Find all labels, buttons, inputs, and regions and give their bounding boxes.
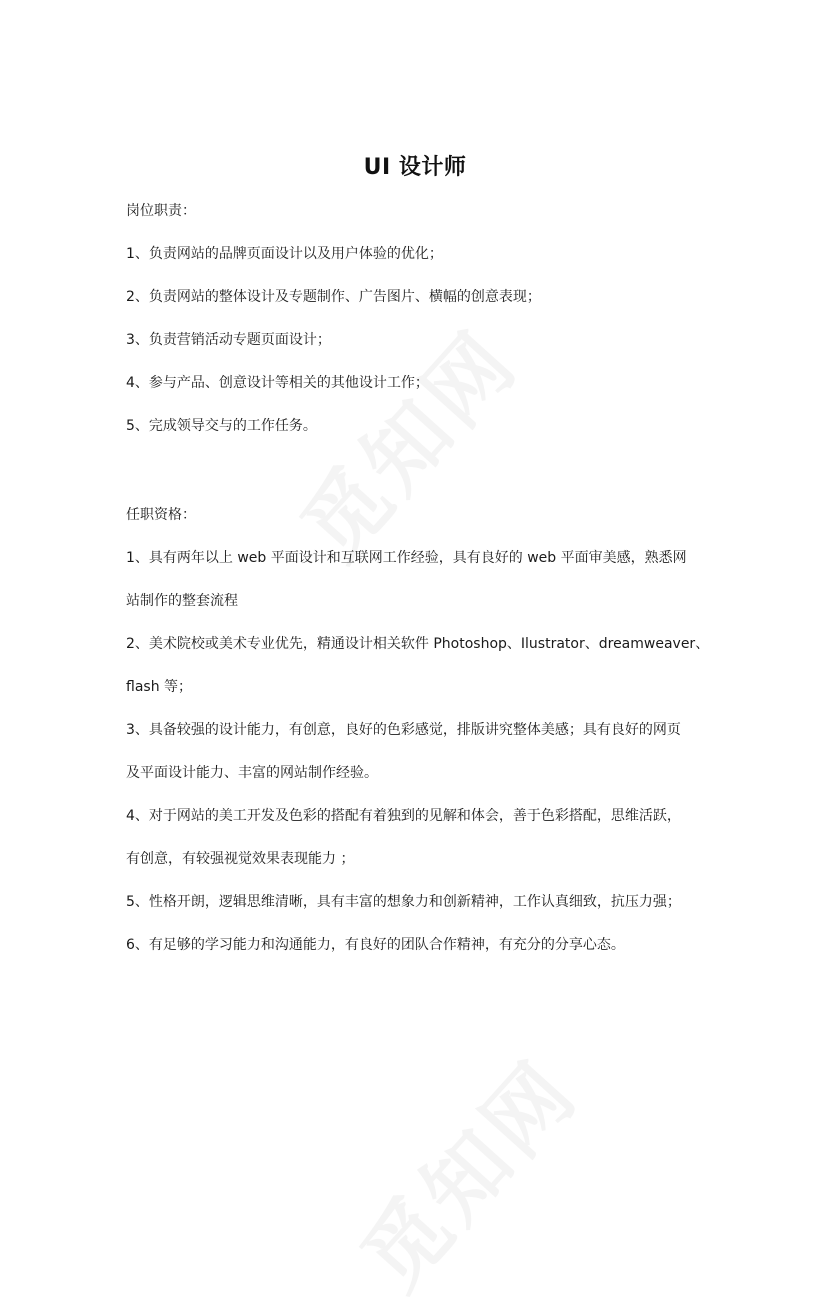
qualification-line: 有创意，有较强视觉效果表现能力 ；: [126, 851, 355, 867]
page-title: UI 设计师: [363, 155, 467, 180]
qualifications-heading: 任职资格：: [126, 507, 196, 523]
responsibility-item: 2、负责网站的整体设计及专题制作、广告图片、横幅的创意表现；: [126, 289, 541, 305]
qualification-line: 1、具有两年以上 web 平面设计和互联网工作经验，具有良好的 web 平面审美感，熟悉网: [126, 550, 687, 566]
watermark: [330, 1030, 601, 1311]
responsibility-item: 4、参与产品、创意设计等相关的其他设计工作；: [126, 375, 429, 391]
responsibilities-heading: 岗位职责：: [126, 203, 196, 219]
responsibility-item: 5、完成领导交与的工作任务。: [126, 418, 317, 434]
qualification-line: 4、对于网站的美工开发及色彩的搭配有着独到的见解和体会，善于色彩搭配，思维活跃，: [126, 808, 681, 824]
responsibility-item: 3、负责营销活动专题页面设计；: [126, 332, 331, 348]
qualification-line: 2、美术院校或美术专业优先，精通设计相关软件 Photoshop、Ilustrator、dreamweaver、: [126, 636, 710, 652]
qualification-line: flash 等；: [126, 679, 193, 695]
qualification-line: 3、具备较强的设计能力，有创意，良好的色彩感觉，排版讲究整体美感；具有良好的网页: [126, 722, 681, 738]
qualification-line: 站制作的整套流程: [126, 593, 238, 609]
qualification-line: 5、性格开朗，逻辑思维清晰，具有丰富的想象力和创新精神，工作认真细致，抗压力强；: [126, 894, 681, 910]
responsibility-item: 1、负责网站的品牌页面设计以及用户体验的优化；: [126, 246, 443, 262]
qualification-line: 及平面设计能力、丰富的网站制作经验。: [126, 765, 378, 781]
qualification-line: 6、有足够的学习能力和沟通能力，有良好的团队合作精神，有充分的分享心态。: [126, 937, 625, 953]
